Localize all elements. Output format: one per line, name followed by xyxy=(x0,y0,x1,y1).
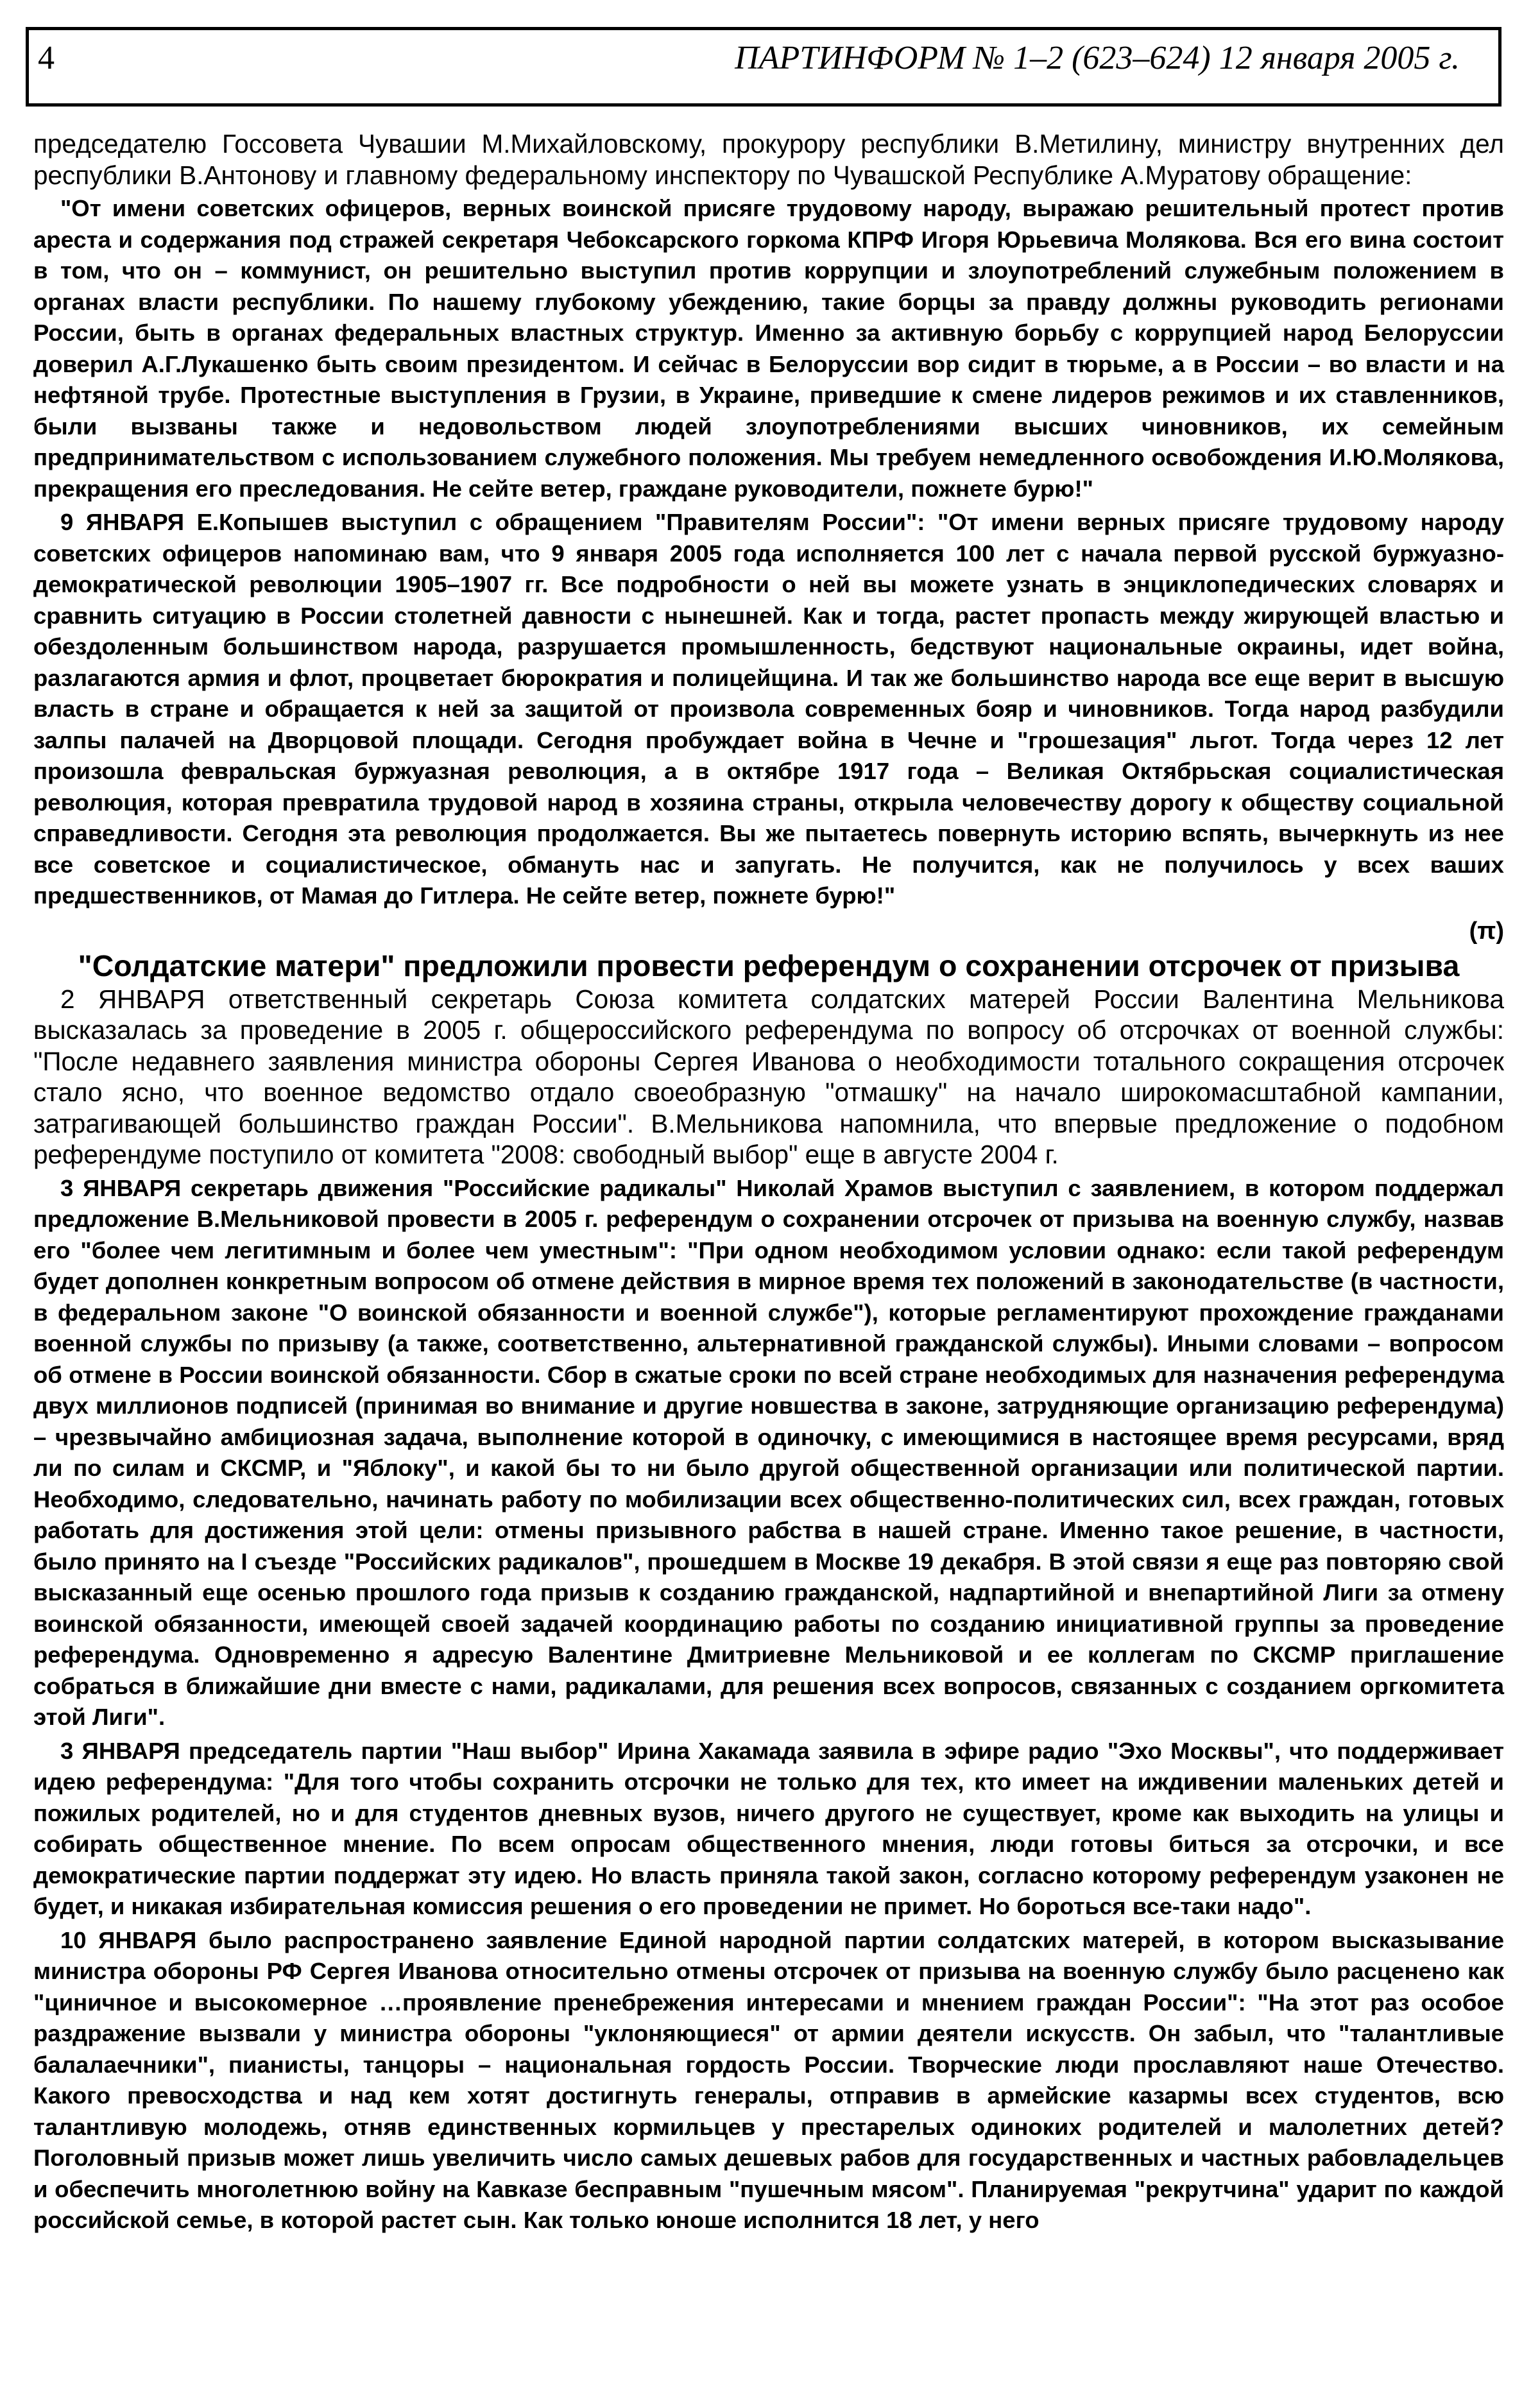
paragraph: 2 ЯНВАРЯ ответственный секретарь Союза комитета солдатских матерей России Валентина Мельникова высказалась за проведение в 2005 г. общероссийского референдума по вопросу об отсрочках от военной службы: "После недавнего заявления министра обороны Сергея Иванова о необходимости тотального сокращения отсрочек стало ясно, что военное ведомство отдало своеобразную "отмашку" на начало широкомасштабной кампании, затрагивающей большинство граждан России". В.Мельникова напомнила, что впервые предложение о подобном референдуме поступило от комитета "2008: свободный выбор" еще в августе 2004 г. xyxy=(33,984,1504,1169)
page-number: 4 xyxy=(38,40,55,76)
article-body xyxy=(33,128,1504,2236)
paragraph: 3 ЯНВАРЯ председатель партии "Наш выбор" Ирина Хакамада заявила в эфире радио "Эхо Москвы", что поддерживает идею референдума: "Для того чтобы сохранить отсрочки не только для тех, кто имеет на иждивении маленьких детей и пожилых родителей, но и для студентов дневных вузов, ничего другого не существует, кроме как выходить на улицы и собирать общественное мнение. По всем опросам общественного мнения, люди готовы биться за отсрочки, и все демократические партии поддержат эту идею. Но власть приняла такой закон, согласно которому референдум узаконен не будет, и никакая избирательная комиссия решения о его проведении не примет. Но бороться все-таки надо". xyxy=(33,1737,1504,1919)
paragraph: председателю Госсовета Чувашии М.Михайловскому, прокурору республики В.Метилину, министру внутренних дел республики В.Антонову и главному федеральному инспектору по Чувашской Республике А.Муратову обращение: xyxy=(33,129,1504,190)
paragraph: 3 ЯНВАРЯ секретарь движения "Российские радикалы" Николай Храмов выступил с заявлением, в котором поддержал предложение В.Мельниковой провести в 2005 г. референдум о сохранении отсрочек от призыва на военную службу, назвав его "более чем легитимным и более чем уместным": "При одном необходимом условии однако: если такой референдум будет дополнен конкретным вопросом об отмене действия в мирное время тех положений в законодательстве (в частности, в федеральном законе "О воинской обязанности и военной службе"), которые регламентируют прохождение гражданами военной службы по призыву (а также, соответственно, альтернативной гражданской службы). Иными словами – вопросом об отмене в России воинской обязанности. Сбор в сжатые сроки по всей стране необходимых для назначения референдума двух миллионов подписей (принимая во внимание и другие новшества в законе, затрудняющие организацию референдума) – чрезвычайно амбициозная задача, выполнение которой в одиночку, с имеющимися в настоящее время ресурсами, вряд ли по силам и СКСМР, и "Яблоку", и какой бы то ни было другой общественной организации или политической партии. Необходимо, следовательно, начинать работу по мобилизации всех общественно-политических сил, всех граждан, готовых работать для достижения этой цели: отмены призывного рабства в нашей стране. Именно такое решение, в частности, было принято на I съезде "Российских радикалов", прошедшем в Москве 19 декабря. В этой связи я еще раз повторяю свой высказанный еще осенью прошлого года призыв к созданию гражданской, надпартийной и внепартийной Лиги за отмену воинской обязанности, имеющей своей задачей координацию работы по созданию инициативной группы за проведение референдума. Одновременно я адресую Валентине Дмитриевне Мельниковой и ее коллегам по СКСМР приглашение собраться в ближайшие дни вместе с нами, радикалами, для решения всех вопросов, связанных с созданием оргкомитета этой Лиги". xyxy=(33,1174,1504,1730)
paragraph: 10 ЯНВАРЯ было распространено заявление Единой народной партии солдатских матерей, в котором высказывание министра обороны РФ Сергея Иванова относительно отмены отсрочек от призыва на военную службу было расценено как "циничное и высокомерное …проявление пренебрежения интересами и мнением граждан России": "На этот раз особое раздражение вызвали у министра обороны "уклоняющиеся" от армии деятели искусств. Он забыл, что "талантливые балалаечники", пианисты, танцоры – национальная гордость России. Творческие люди прославляют наше Отечество. Какого превосходства и над кем хотят достигнуть генералы, отправив в армейские казармы всех студентов, всю талантливую молодежь, отняв единственных кормильцев у престарелых одиноких родителей и малолетних детей? Поголовный призыв может лишь увеличить число самых дешевых рабов для государственных и частных рабовладельцев и обеспечить многолетнюю войну на Кавказе бесправным "пушечным мясом". Планируемая "рекрутчина" ударит по каждой российской семье, в которой растет сын. Как только юноше исполнится 18 лет, у него xyxy=(33,1926,1504,2233)
issue-title: ПАРТИНФОРМ № 1–2 (623–624) 12 января 2005 г. xyxy=(735,40,1460,76)
article-heading: "Солдатские матери" предложили провести референдум о сохранении отсрочек от призыва xyxy=(78,948,1460,982)
paragraph: 9 ЯНВАРЯ Е.Копышев выступил с обращением "Правителям России": "От имени верных присяге трудовому народу советских офицеров напоминаю вам, что 9 января 2005 года исполняется 100 лет с начала первой русской буржуазно-демократической революции 1905–1907 гг. Все подробности о ней вы можете узнать в энциклопедических словарях и сравнить ситуацию в России столетней давности с нынешней. Как и тогда, растет пропасть между жирующей властью и обездоленным большинством народа, разрушается промышленность, бедствуют национальные окраины, идет война, разлагаются армия и флот, процветает бюрократия и полицейщина. И так же большинство народа все еще верит в высшую власть в стране и обращается к ней за защитой от произвола современных бояр и чиновников. Тогда народ разбудили залпы палачей на Дворцовой площади. Сегодня пробуждает война в Чечне и "грошезация" льгот. Тогда через 12 лет произошла февральская буржуазная революция, а в октябре 1917 года – Великая Октябрьская социалистическая революция, которая превратила трудовой народ в хозяина страны, открыла человечеству дорогу к обществу социальной справедливости. Сегодня эта революция продолжается. Вы же пытаетесь повернуть историю вспять, вычеркнуть из нее все советское и социалистическое, обмануть нас и запугать. Не получится, как не получилось у всех ваших предшественников, от Мамая до Гитлера. Не сейте ветер, пожнете бурю!" xyxy=(33,509,1504,909)
quote-paragraph: "От имени советских офицеров, верных воинской присяге трудовому народу, выражаю решительный протест против ареста и содержания под стражей секретаря Чебоксарского горкома КПРФ Игоря Юрьевича Молякова. Вся его вина состоит в том, что он – коммунист, он решительно выступил против коррупции и злоупотреблений служебным положением в органах власти республики. По нашему глубокому убеждению, такие борцы за правду должны руководить регионами России, быть в органах федеральных властных структур. Именно за активную борьбу с коррупцией народ Белоруссии доверил А.Г.Лукашенко быть своим президентом. И сейчас в Белоруссии вор сидит в тюрьме, а в России – во власти и на нефтяной трубе. Протестные выступления в Грузии, в Украине, приведшие к смене лидеров режимов и их ставленников, были вызваны также и недовольством людей злоупотреблениями высших чиновников, их семейным предпринимательством с использованием служебного положения. Мы требуем немедленного освобождения И.Ю.Молякова, прекращения его преследования. Не сейте ветер, граждане руководители, пожнете бурю!" xyxy=(33,195,1504,502)
page-header xyxy=(26,27,1502,107)
author-signature: (π) xyxy=(1469,917,1504,945)
